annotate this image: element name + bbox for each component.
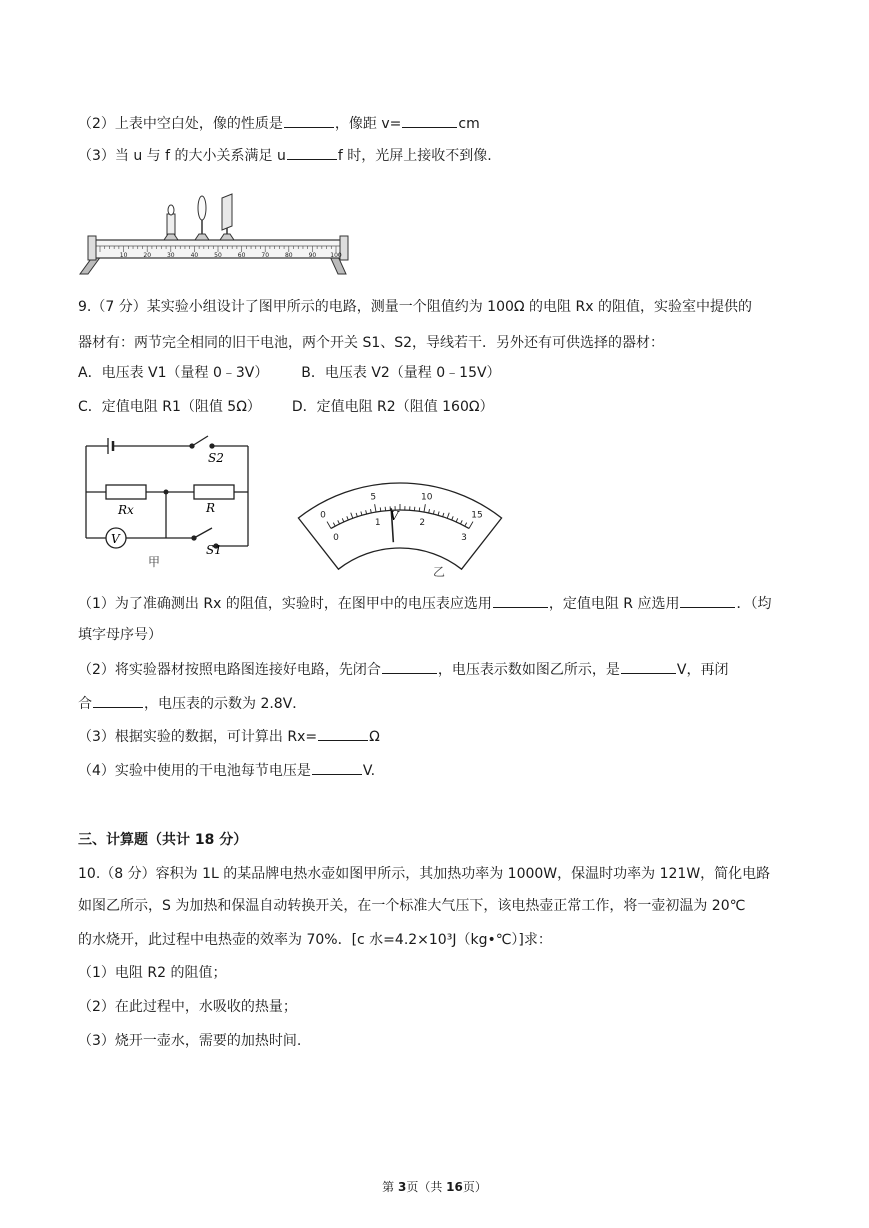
meter-lower-label: 1: [374, 517, 381, 528]
answer-blank[interactable]: [493, 593, 548, 608]
answer-blank[interactable]: [680, 593, 735, 608]
bench-tick-label: 30: [166, 252, 175, 259]
meter-upper-label: 0: [320, 510, 326, 521]
meter-upper-label: 15: [471, 510, 483, 521]
q10-line3: 的水烧开，此过程中电热壶的效率为 70%．[c 水=4.2×10³J（kg•℃）]求：: [78, 932, 552, 948]
q9-p1-text-b: ，定值电阻 R 应选用: [548, 596, 680, 612]
q8-p3-text-b: f 时，光屏上接收不到像.: [337, 148, 492, 164]
q9-p1-text-a: （1）为了准确测出 Rx 的阻值，实验时，在图甲中的电压表应选用: [78, 596, 492, 612]
meter-lower-label: 2: [419, 517, 426, 528]
q10-line2: 如图乙所示，S 为加热和保温自动转换开关，在一个标准大气压下，该电热壶正常工作，将一壶初温为 20℃: [78, 898, 746, 914]
page-total: 16: [446, 1180, 463, 1194]
bench-tick-label: 90: [308, 252, 317, 259]
q9-p2-text-e: ，电压表的示数为 2.8V．: [144, 696, 307, 712]
answer-blank[interactable]: [284, 113, 334, 128]
answer-blank[interactable]: [287, 145, 337, 160]
q9-p4-text-b: V.: [362, 763, 376, 779]
footer-text-c: 页）: [462, 1180, 487, 1194]
meter-upper-label: 5: [370, 492, 377, 503]
q9-part1-cont: 填字母序号）: [78, 627, 162, 643]
option-a: A．电压表 V1（量程 0﹣3V）: [78, 365, 269, 381]
bench-tick-label: 20: [143, 252, 152, 259]
footer-text-b: 页（共: [406, 1180, 447, 1194]
answer-blank[interactable]: [93, 693, 143, 708]
q9-stem-line2: 器材有：两节完全相同的旧干电池，两个开关 S1、S2，导线若干．另外还有可供选择的器材：: [78, 335, 665, 351]
q9-stem-line1: 9.（7 分）某实验小组设计了图甲所示的电路，测量一个阻值约为 100Ω 的电阻 Rx 的阻值，实验室中提供的: [78, 299, 752, 315]
q9-part2-cont: [78, 693, 306, 714]
optical-bench-figure: [78, 190, 358, 275]
q10-part1: （1）电阻 R2 的阻值；: [78, 965, 227, 981]
q8-p2-text-a: （2）上表中空白处，像的性质是: [78, 116, 283, 132]
meter-upper-label: 10: [421, 492, 433, 503]
q9-options-cd: [78, 397, 494, 417]
q8-part2: [78, 113, 480, 134]
q9-p2-text-c: V，再闭: [676, 662, 729, 678]
label-s1: S1: [206, 543, 222, 557]
page-number: 3: [397, 1180, 407, 1194]
q9-p3-text-a: （3）根据实验的数据，可计算出 Rx=: [78, 729, 318, 745]
label-voltmeter: V: [111, 532, 120, 546]
q10-part3: （3）烧开一壶水，需要的加热时间.: [78, 1033, 302, 1049]
q9-options-ab: [78, 363, 501, 383]
bench-tick-label: 70: [261, 252, 270, 259]
label-r: R: [206, 501, 216, 515]
answer-blank[interactable]: [318, 726, 368, 741]
meter-unit-v: V: [390, 509, 399, 523]
junction-dot: [164, 490, 169, 495]
section-heading: 三、计算题（共计 18 分）: [78, 832, 248, 848]
q8-p2-text-c: cm: [458, 116, 480, 132]
q9-part3: [78, 726, 380, 747]
circuit-diagram: [78, 428, 278, 576]
footer-text-a: 第: [382, 1180, 398, 1194]
q9-p3-text-b: Ω: [369, 729, 380, 745]
q9-p2-text-b: ，电压表示数如图乙所示，是: [437, 662, 620, 678]
q8-part3: [78, 145, 492, 166]
label-rx: Rx: [118, 503, 134, 517]
voltmeter-dial: [285, 448, 515, 582]
q9-part1: [78, 593, 771, 614]
label-s2: S2: [208, 451, 224, 465]
q9-part2: [78, 659, 728, 680]
bench-tick-label: 60: [237, 252, 246, 259]
bench-tick-label: 50: [214, 252, 222, 259]
answer-blank[interactable]: [621, 659, 676, 674]
q10-part2: （2）在此过程中，水吸收的热量；: [78, 999, 297, 1015]
option-b: B．电压表 V2（量程 0﹣15V）: [301, 365, 501, 381]
option-c: C．定值电阻 R1（阻值 5Ω）: [78, 399, 261, 415]
bench-tick-label: 80: [284, 252, 293, 259]
q9-p4-text-a: （4）实验中使用的干电池每节电压是: [78, 763, 311, 779]
answer-blank[interactable]: [382, 659, 437, 674]
q9-p1-text-c: ．（均: [736, 596, 772, 612]
meter-lower-label: 0: [333, 533, 339, 544]
q9-part4: [78, 760, 375, 781]
caption-jia: 甲: [148, 555, 161, 569]
q10-line1: 10.（8 分）容积为 1L 的某品牌电热水壶如图甲所示，其加热功率为 1000W，保温时功率为 121W，简化电路: [78, 866, 771, 882]
option-d: D．定值电阻 R2（阻值 160Ω）: [291, 399, 494, 415]
caption-yi: 乙: [433, 565, 446, 579]
answer-blank[interactable]: [402, 113, 457, 128]
page-footer: [0, 1178, 869, 1195]
bench-tick-label: 40: [190, 252, 199, 259]
q8-p3-text-a: （3）当 u 与 f 的大小关系满足 u: [78, 148, 286, 164]
q8-p2-text-b: ，像距 v=: [334, 116, 402, 132]
q9-p2-text-d: 合: [78, 696, 92, 712]
bench-tick-label: 100: [330, 252, 342, 259]
meter-lower-label: 3: [461, 533, 467, 544]
answer-blank[interactable]: [312, 760, 362, 775]
q9-p2-text-a: （2）将实验器材按照电路图连接好电路，先闭合: [78, 662, 381, 678]
bench-tick-label: 10: [119, 252, 128, 259]
